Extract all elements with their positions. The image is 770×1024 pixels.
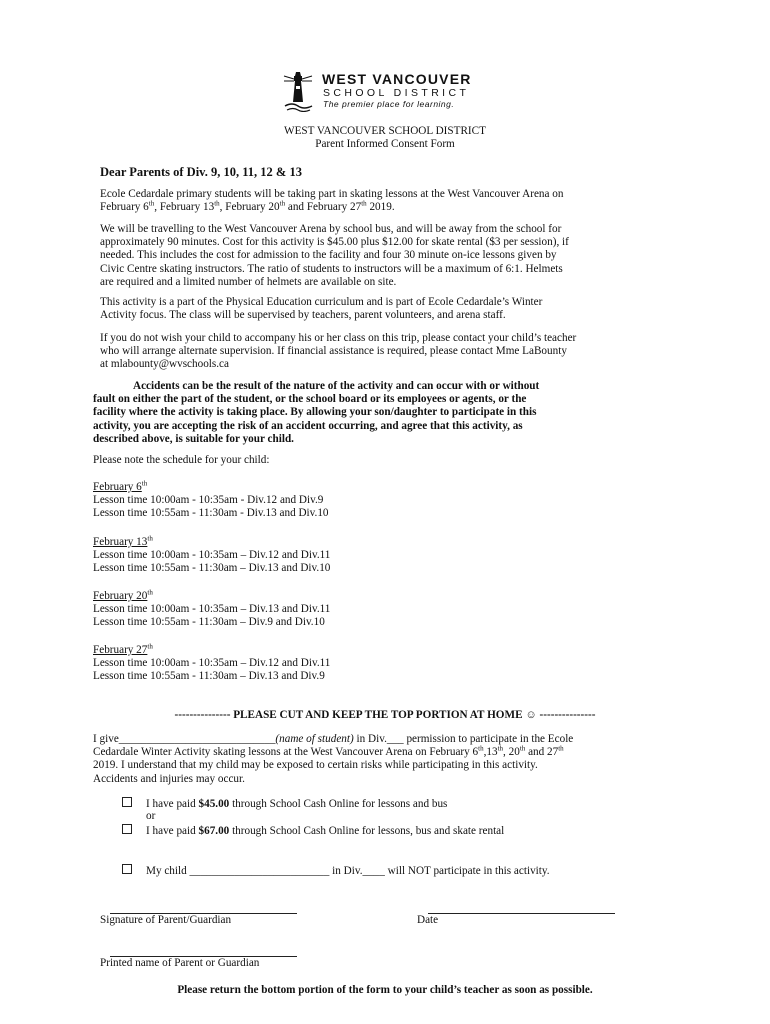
checkbox[interactable] (122, 824, 132, 834)
form-title: Parent Informed Consent Form (315, 138, 455, 150)
paragraph-line: Civic Centre skating instructors. The ratio of students to instructors will be a maximum of 6:1. Helmets (100, 262, 563, 275)
printed-name-label: Printed name of Parent or Guardian (100, 957, 260, 969)
logo-line1: WEST VANCOUVER (322, 71, 472, 87)
paragraph-line: needed. This includes the cost for admission to the facility and four 30 minute on-ice lessons given by (100, 249, 557, 262)
schedule-intro: Please note the schedule for your child: (93, 454, 270, 466)
schedule-date: February 13th (93, 534, 153, 548)
checkbox[interactable] (122, 797, 132, 807)
or-label: or (146, 810, 156, 822)
cut-line: --------------- PLEASE CUT AND KEEP THE TOP PORTION AT HOME ☺ --------------- (174, 709, 596, 721)
paragraph-2 (100, 223, 569, 289)
paragraph-line: This activity is a part of the Physical Education curriculum and is part of Ecole Cedardale’s Winter (100, 296, 543, 308)
consent-line: 2019. I understand that my child may be exposed to certain risks while participating in this activity. (93, 759, 538, 772)
consent-line: Accidents and injuries may occur. (93, 772, 245, 785)
schedule-block (93, 536, 330, 576)
district-logo (282, 70, 482, 112)
logo-line2: SCHOOL DISTRICT (323, 87, 470, 99)
warning-line: described above, is suitable for your child. (93, 432, 294, 445)
paragraph-4 (100, 332, 576, 372)
return-instruction: Please return the bottom portion of the form to your child’s teacher as soon as possible. (177, 984, 593, 996)
salutation: Dear Parents of Div. 9, 10, 11, 12 & 13 (100, 165, 302, 179)
paragraph-line: at mlabounty@wvschools.ca (100, 358, 229, 371)
consent-statement (93, 733, 573, 786)
schedule-block (93, 644, 330, 684)
schedule-lesson: Lesson time 10:00am - 10:35am – Div.13 and Div.11 (93, 603, 331, 616)
schedule-lesson: Lesson time 10:55am - 11:30am – Div.13 and Div.10 (93, 562, 331, 575)
org-heading: WEST VANCOUVER SCHOOL DISTRICT (284, 125, 486, 137)
schedule-lesson: Lesson time 10:00am - 10:35am – Div.12 and Div.11 (93, 549, 331, 562)
risk-warning (93, 380, 539, 446)
paragraph-1-line: Ecole Cedardale primary students will be taking part in skating lessons at the West Vancouver Arena on (100, 188, 564, 200)
opt-out-option[interactable]: My child _________________________ in Div.____ will NOT participate in this activity. (122, 864, 550, 878)
paragraph-line: If you do not wish your child to accompany his or her class on this trip, please contact your child’s teacher (100, 332, 577, 344)
paragraph-1 (100, 188, 563, 214)
schedule-date: February 27th (93, 642, 153, 656)
checkbox[interactable] (122, 864, 132, 874)
paragraph-line: Activity focus. The class will be supervised by teachers, parent volunteers, and arena staff. (100, 309, 506, 322)
schedule-block (93, 590, 330, 630)
warning-line: facility where the activity is taking place. By allowing your son/daughter to participate in this (93, 406, 537, 419)
schedule-lesson: Lesson time 10:55am - 11:30am – Div.9 and Div.10 (93, 616, 325, 629)
schedule-date: February 20th (93, 588, 153, 602)
schedule-lesson: Lesson time 10:55am - 11:30am - Div.13 and Div.10 (93, 507, 329, 520)
schedule-lesson: Lesson time 10:55am - 11:30am – Div.13 and Div.9 (93, 670, 325, 683)
schedule-block (93, 481, 329, 521)
payment-option-45[interactable]: I have paid $45.00 through School Cash Online for lessons and bus (122, 797, 447, 811)
schedule-lesson: Lesson time 10:00am - 10:35am – Div.12 and Div.11 (93, 657, 331, 670)
consent-line: I give____________________________(name of student) in Div.___ permission to participate in the Ecole (93, 733, 574, 745)
paragraph-line: approximately 90 minutes. Cost for this activity is $45.00 plus $12.00 for skate rental ($3 per session), if (100, 236, 569, 249)
warning-line: Accidents can be the result of the nature of the activity and can occur with or without (133, 380, 540, 392)
lighthouse-icon (282, 70, 314, 112)
consent-line: Cedardale Winter Activity skating lessons at the West Vancouver Arena on February 6th,13th, 20th and 27th (93, 744, 564, 759)
paragraph-line: who will arrange alternate supervision. If financial assistance is required, please contact Mme LaBounty (100, 345, 567, 358)
paragraph-3 (100, 296, 542, 322)
date-label: Date (417, 914, 439, 926)
date-line[interactable] (428, 913, 615, 914)
warning-line: fault on either the part of the student, or the school board or its employees or agents, or the (93, 393, 527, 406)
paragraph-line: We will be travelling to the West Vancouver Arena by school bus, and will be away from the school for (100, 223, 562, 235)
paragraph-1-dates: February 6th, February 13th, February 20th and February 27th 2019. (100, 199, 395, 214)
logo-tagline: The premier place for learning. (323, 99, 455, 109)
signature-label: Signature of Parent/Guardian (100, 914, 232, 926)
schedule-date: February 6th (93, 479, 148, 493)
schedule-lesson: Lesson time 10:00am - 10:35am - Div.12 and Div.9 (93, 494, 324, 507)
warning-line: activity, you are accepting the risk of an accident occurring, and agree that this activity, as (93, 419, 523, 432)
paragraph-line: are required and a limited number of helmets are available on site. (100, 275, 397, 288)
payment-option-67[interactable]: I have paid $67.00 through School Cash Online for lessons, bus and skate rental (122, 824, 504, 838)
